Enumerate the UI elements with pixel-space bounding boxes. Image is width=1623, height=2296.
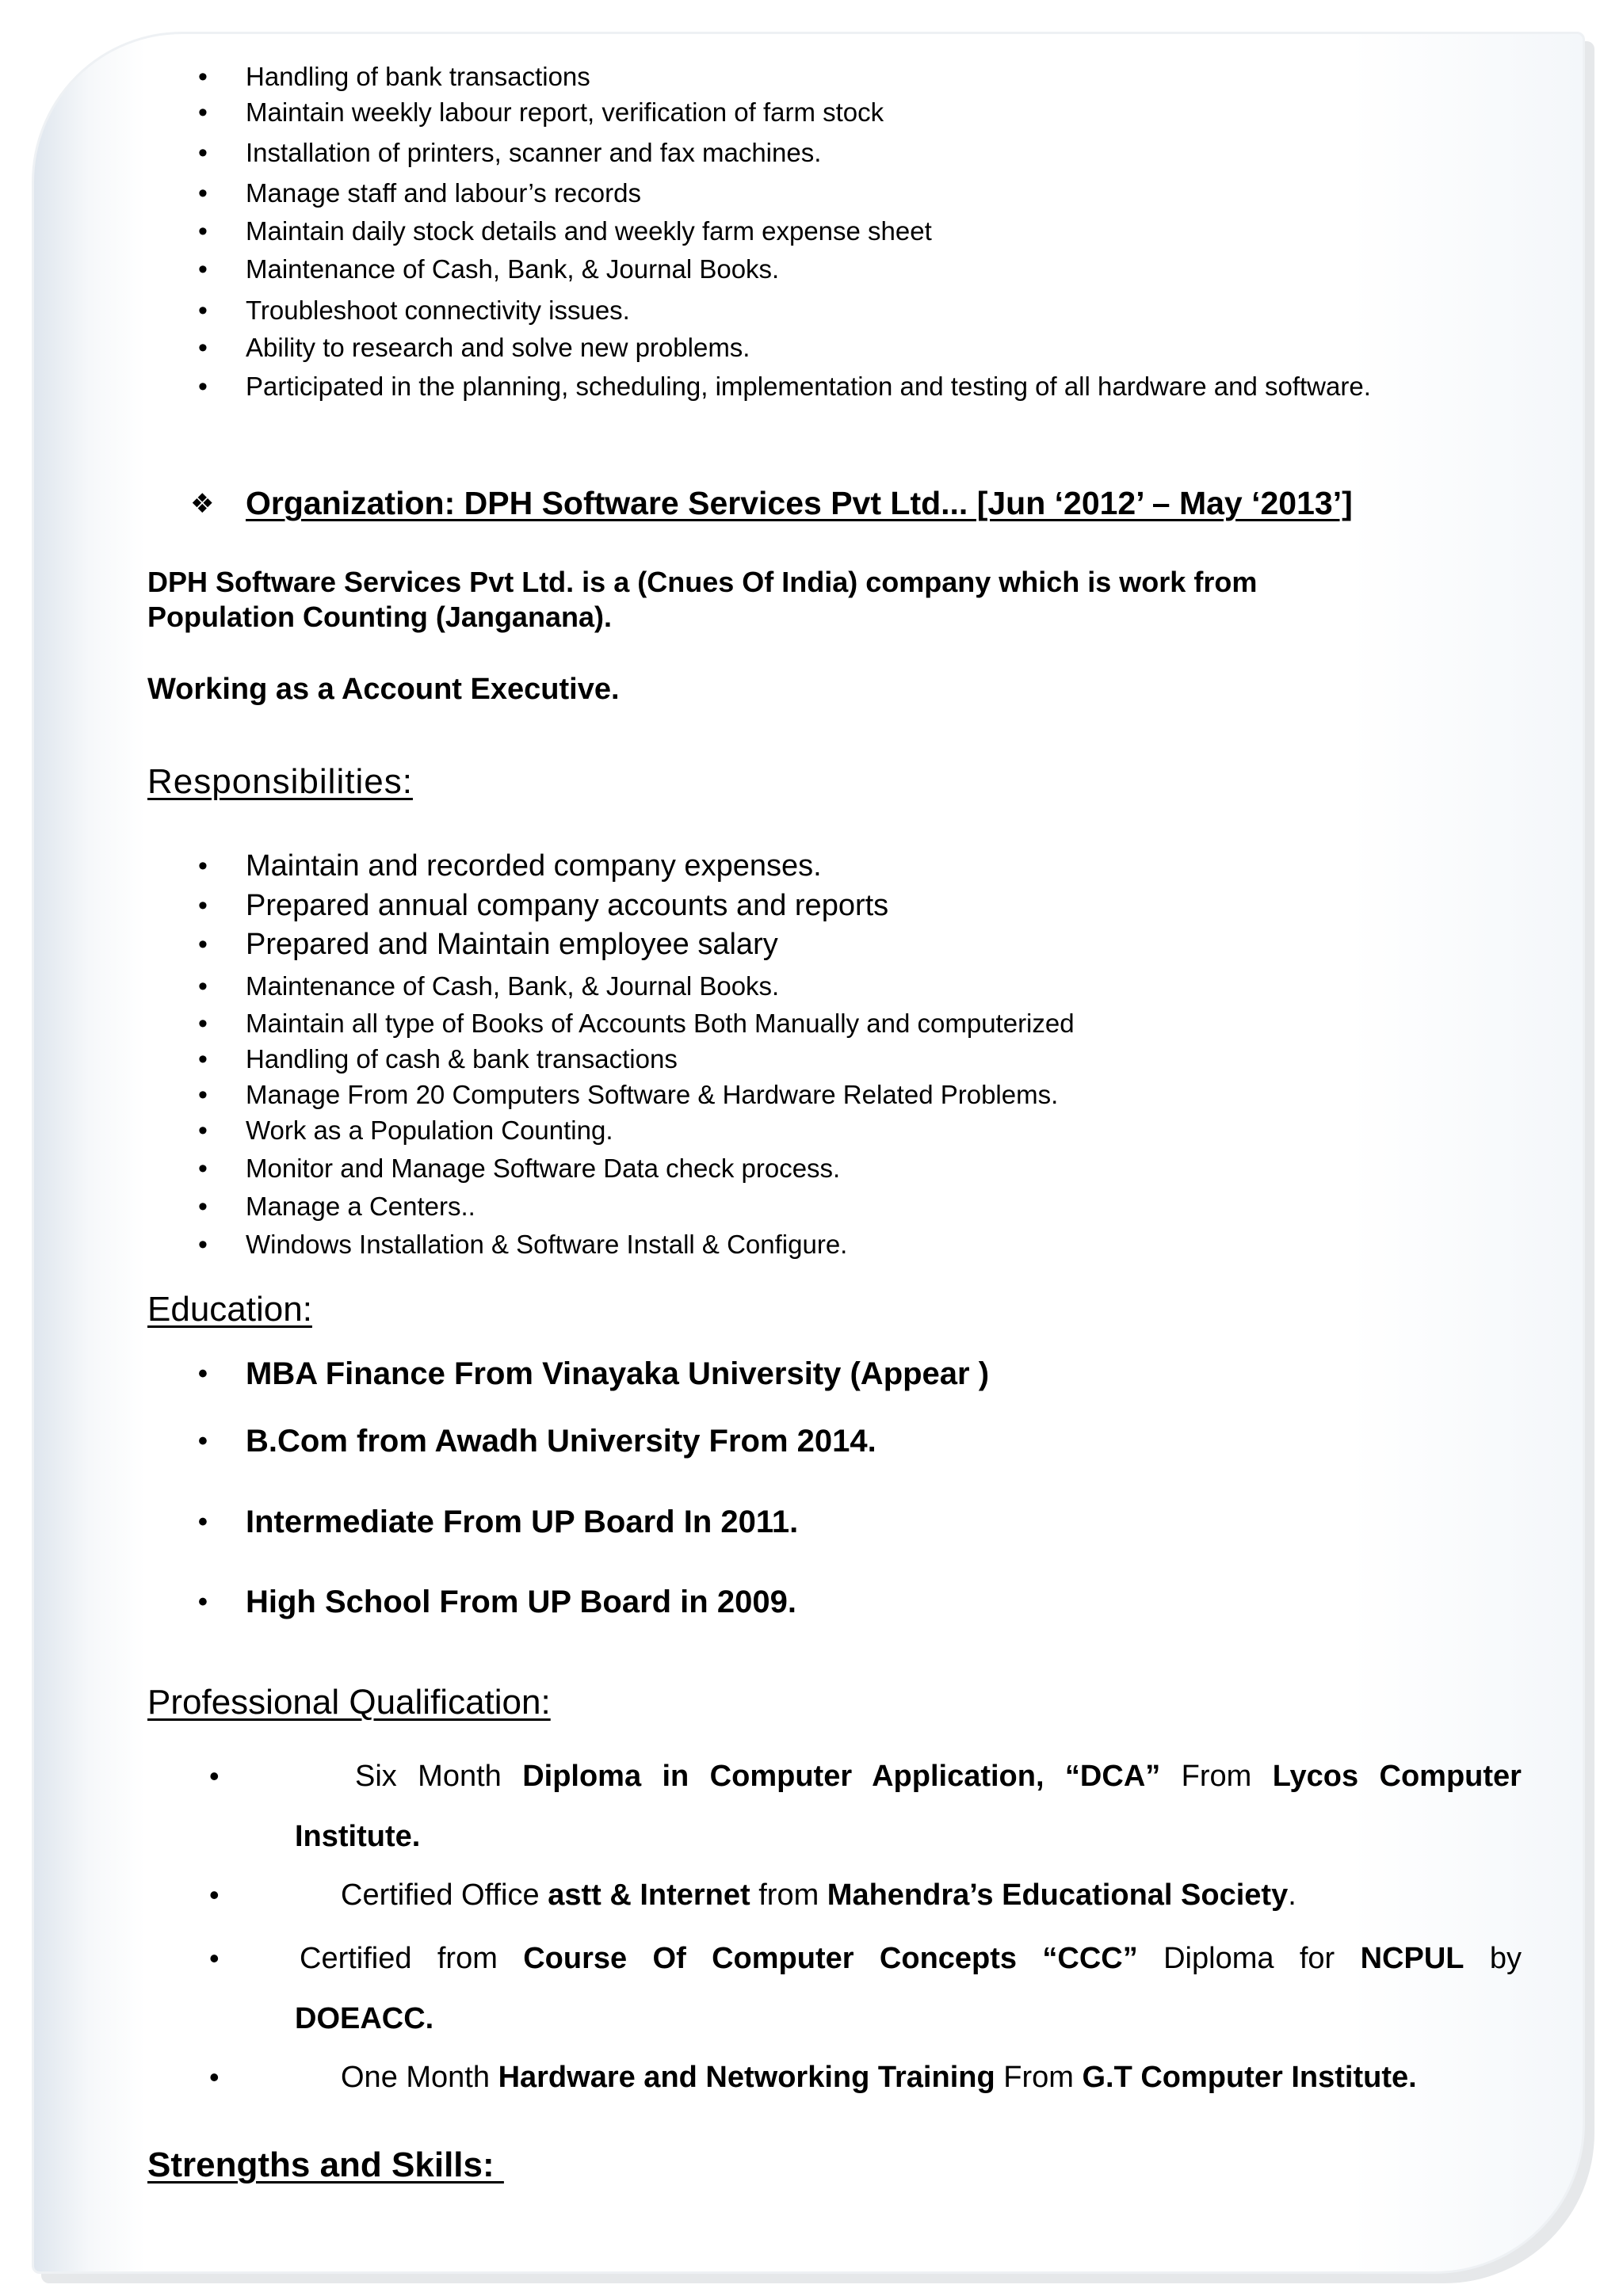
qualification-text: G.T Computer Institute. xyxy=(1082,2061,1417,2094)
list-item: • Troubleshoot connectivity issues. xyxy=(246,295,630,326)
list-item: • Handling of bank transactions xyxy=(246,61,590,93)
list-item: • Participated in the planning, scheduling, implementation and testing of all hardware and software. xyxy=(246,371,1371,402)
list-item: • Windows Installation & Software Install & Configure. xyxy=(246,1229,847,1261)
qualification-text: DOEACC. xyxy=(295,2002,434,2035)
qualification-item xyxy=(295,1746,1522,1867)
organization-description-line: Population Counting (Janganana). xyxy=(147,601,612,633)
qualification-text: by xyxy=(1464,1942,1522,1975)
list-item: • Prepared and Maintain employee salary xyxy=(246,929,778,960)
list-item: • Intermediate From UP Board In 2011. xyxy=(246,1506,798,1538)
role-line: Working as a Account Executive. xyxy=(147,673,620,706)
qualification-text: NCPUL xyxy=(1360,1942,1465,1975)
list-item: • Manage staff and labour’s records xyxy=(246,177,641,209)
qualification-text: Course Of Computer Concepts “CCC” xyxy=(523,1942,1138,1975)
qualification-text: Mahendra’s Educational Society xyxy=(827,1878,1289,1912)
list-item: • Maintenance of Cash, Bank, & Journal Books. xyxy=(246,971,779,1002)
qualification-text: astt & Internet xyxy=(548,1878,750,1912)
qualification-text: from xyxy=(750,1878,827,1912)
qualification-text: . xyxy=(1288,1878,1296,1912)
list-item: • Installation of printers, scanner and fax machines. xyxy=(246,137,821,169)
list-item: • Monitor and Manage Software Data check process. xyxy=(246,1153,840,1184)
list-item: • Handling of cash & bank transactions xyxy=(246,1043,678,1075)
qualification-item xyxy=(295,1865,1522,1925)
list-item: • High School From UP Board in 2009. xyxy=(246,1586,796,1618)
qualification-text: Certified from xyxy=(300,1942,524,1975)
list-item: • Ability to research and solve new problems. xyxy=(246,332,750,364)
qualification-text: Hardware and Networking Training xyxy=(498,2061,995,2094)
list-item: • Maintain all type of Books of Accounts Both Manually and computerized xyxy=(246,1008,1075,1039)
list-item: • Manage From 20 Computers Software & Hardware Related Problems. xyxy=(246,1079,1058,1111)
organization-description xyxy=(147,565,1257,635)
qualification-text: Lycos Computer Institute. xyxy=(295,1760,1522,1853)
qualification-text: From xyxy=(1160,1760,1273,1793)
qualification-item xyxy=(295,2047,1522,2107)
list-item: • Prepared annual company accounts and reports xyxy=(246,890,888,921)
list-item: • Work as a Population Counting. xyxy=(246,1115,613,1146)
list-item: • Maintain daily stock details and weekly farm expense sheet xyxy=(246,215,932,247)
organization-title: Organization: DPH Software Services Pvt Ltd... [Jun ‘2012’ – May ‘2013’] xyxy=(246,485,1353,521)
qualification-text: Diploma in Computer Application, “DCA” xyxy=(522,1760,1161,1793)
list-item: • MBA Finance From Vinayaka University (Appear ) xyxy=(246,1358,989,1390)
organization-description-line: DPH Software Services Pvt Ltd. is a (Cnues Of India) company which is work from xyxy=(147,566,1258,598)
responsibilities-heading: Responsibilities: xyxy=(147,762,413,801)
qualification-text: Six Month xyxy=(355,1760,523,1793)
strengths-heading: Strengths and Skills: xyxy=(147,2145,504,2184)
diamond-bullet-icon: ❖ xyxy=(190,489,215,519)
list-item: • Maintenance of Cash, Bank, & Journal Books. xyxy=(246,254,779,285)
qualification-text: Certified Office xyxy=(341,1878,548,1912)
list-item: • Maintain and recorded company expenses. xyxy=(246,850,822,882)
qualification-item xyxy=(295,1928,1522,2049)
list-item: • Manage a Centers.. xyxy=(246,1191,475,1222)
qualification-text: One Month xyxy=(341,2061,498,2094)
list-item: • B.Com from Awadh University From 2014. xyxy=(246,1425,876,1457)
qualification-text: From xyxy=(995,2061,1083,2094)
qualification-text: Diploma for xyxy=(1137,1942,1361,1975)
list-item: • Maintain weekly labour report, verification of farm stock xyxy=(246,97,884,128)
organization-heading xyxy=(190,485,1353,522)
education-heading: Education: xyxy=(147,1290,312,1329)
professional-qualification-heading: Professional Qualification: xyxy=(147,1683,551,1722)
